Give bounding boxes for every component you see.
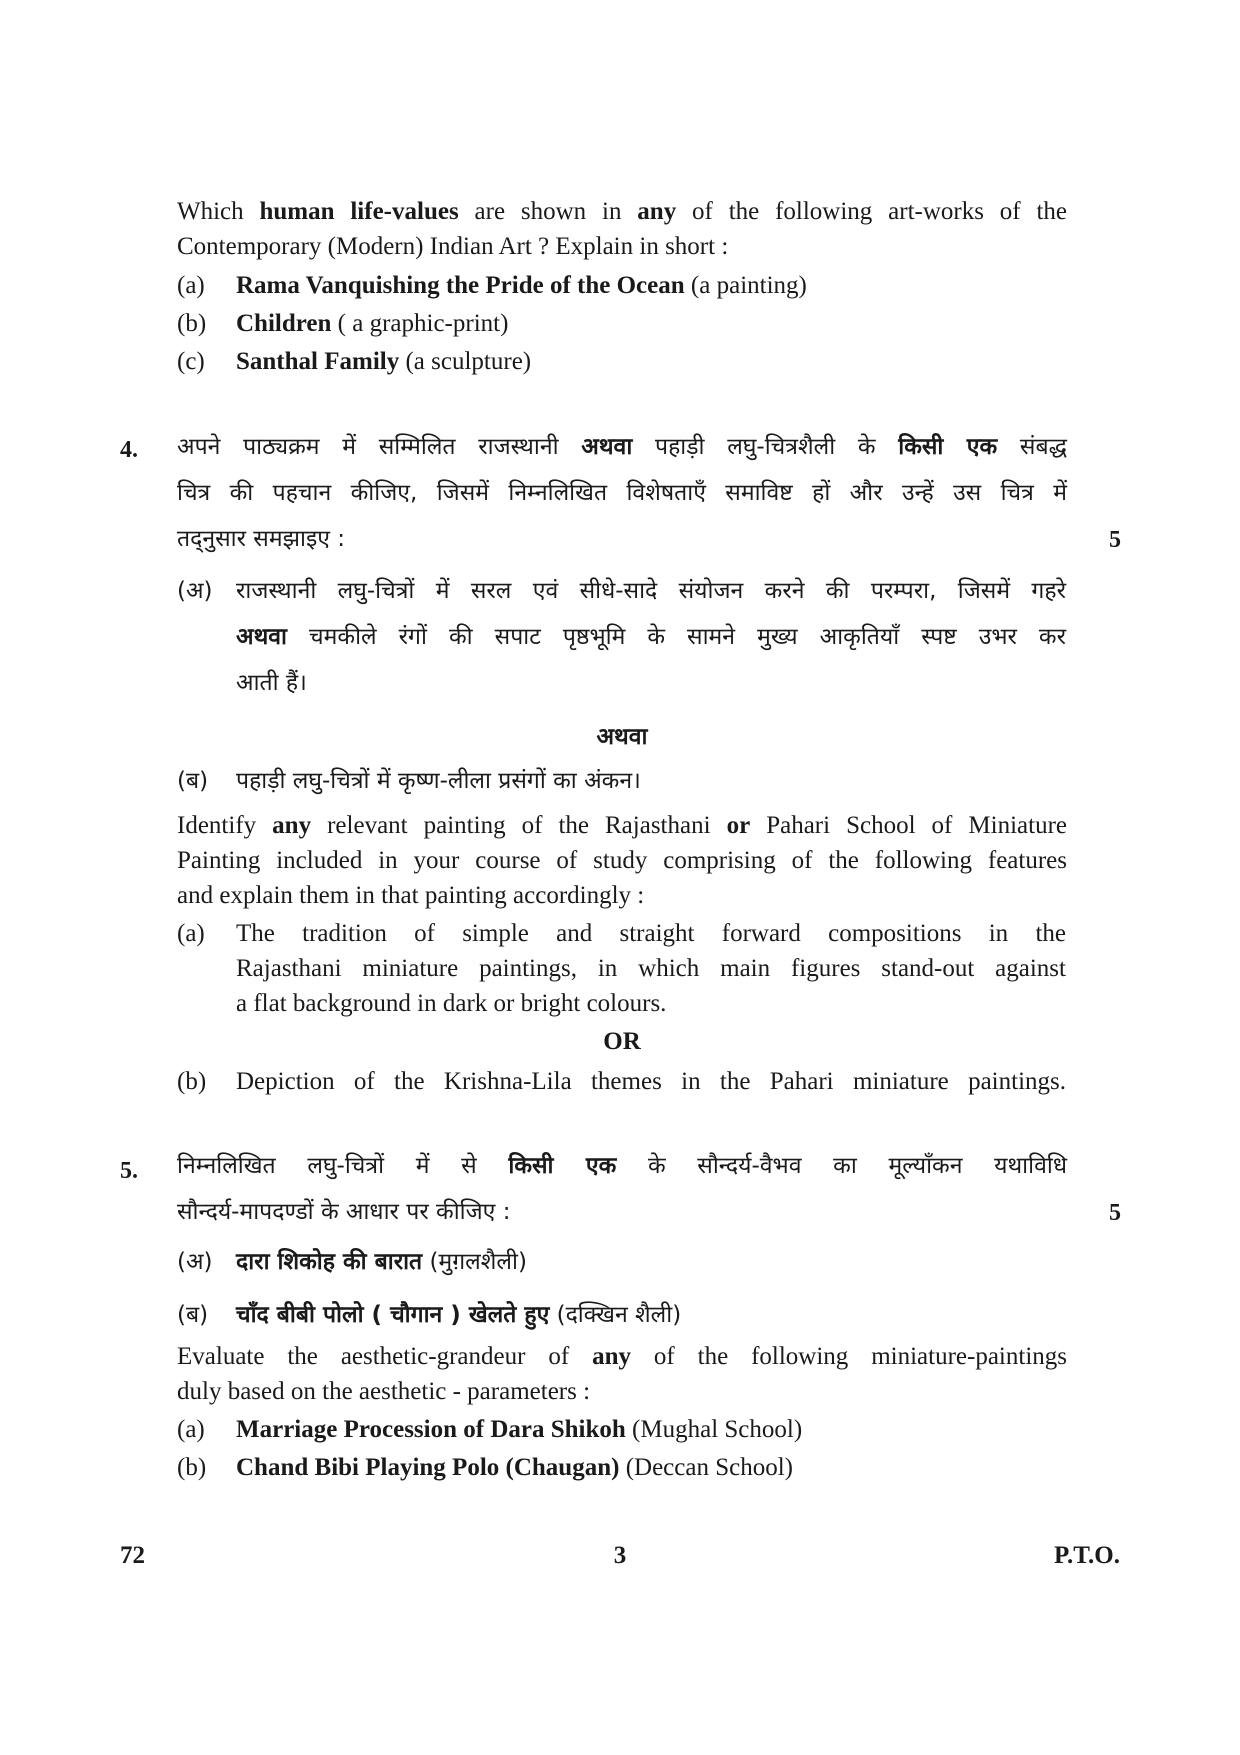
q3-intro-line2: Contemporary (Modern) Indian Art ? Explain in short : [177,233,729,260]
q4-en-line3: and explain them in that painting accordingly : [177,882,645,909]
q4-number: 4. [120,437,138,463]
q4-hindi-or: अथवा [596,724,648,750]
paper-code: 72 [120,1542,145,1569]
page-number: 3 [613,1542,627,1569]
q4-hindi-line3: तद्नुसार समझाइए : [177,526,346,552]
pto-label: P.T.O. [1054,1542,1120,1569]
q4-en-line1: Identify any relevant painting of the Rajasthani or Pahari School of Miniature [177,812,1067,839]
q4-hindi-line2: चित्र की पहचान कीजिए, जिसमें निम्नलिखित विशेषताएँ समाविष्ट हों और उन्हें उस चित्र में [177,480,1067,506]
q5-hindi-line1: निम्नलिखित लघु-चित्रों में से किसी एक के सौन्दर्य-वैभव का मूल्याँकन यथाविधि [177,1153,1067,1179]
q4-en-line2: Painting included in your course of study comprising of the following features [177,847,1067,874]
q5-en-line1: Evaluate the aesthetic-grandeur of any of the following miniature-paintings [177,1343,1067,1370]
q5-marks: 5 [1109,1200,1121,1226]
q5-hindi-line2: सौन्दर्य-मापदण्डों के आधार पर कीजिए : [177,1199,511,1225]
q4-hindi-line1: अपने पाठ्यक्रम में सम्मिलित राजस्थानी अथवा पहाड़ी लघु-चित्रशैली के किसी एक संबद्ध [177,434,1067,460]
q5-en-line2: duly based on the aesthetic - parameters : [177,1378,591,1405]
q4-marks: 5 [1109,527,1121,553]
q4-en-or: OR [603,1028,641,1055]
q5-number: 5. [120,1158,138,1184]
q3-intro-line1: Which human life-values are shown in any of the following art-works of the [177,198,1067,225]
